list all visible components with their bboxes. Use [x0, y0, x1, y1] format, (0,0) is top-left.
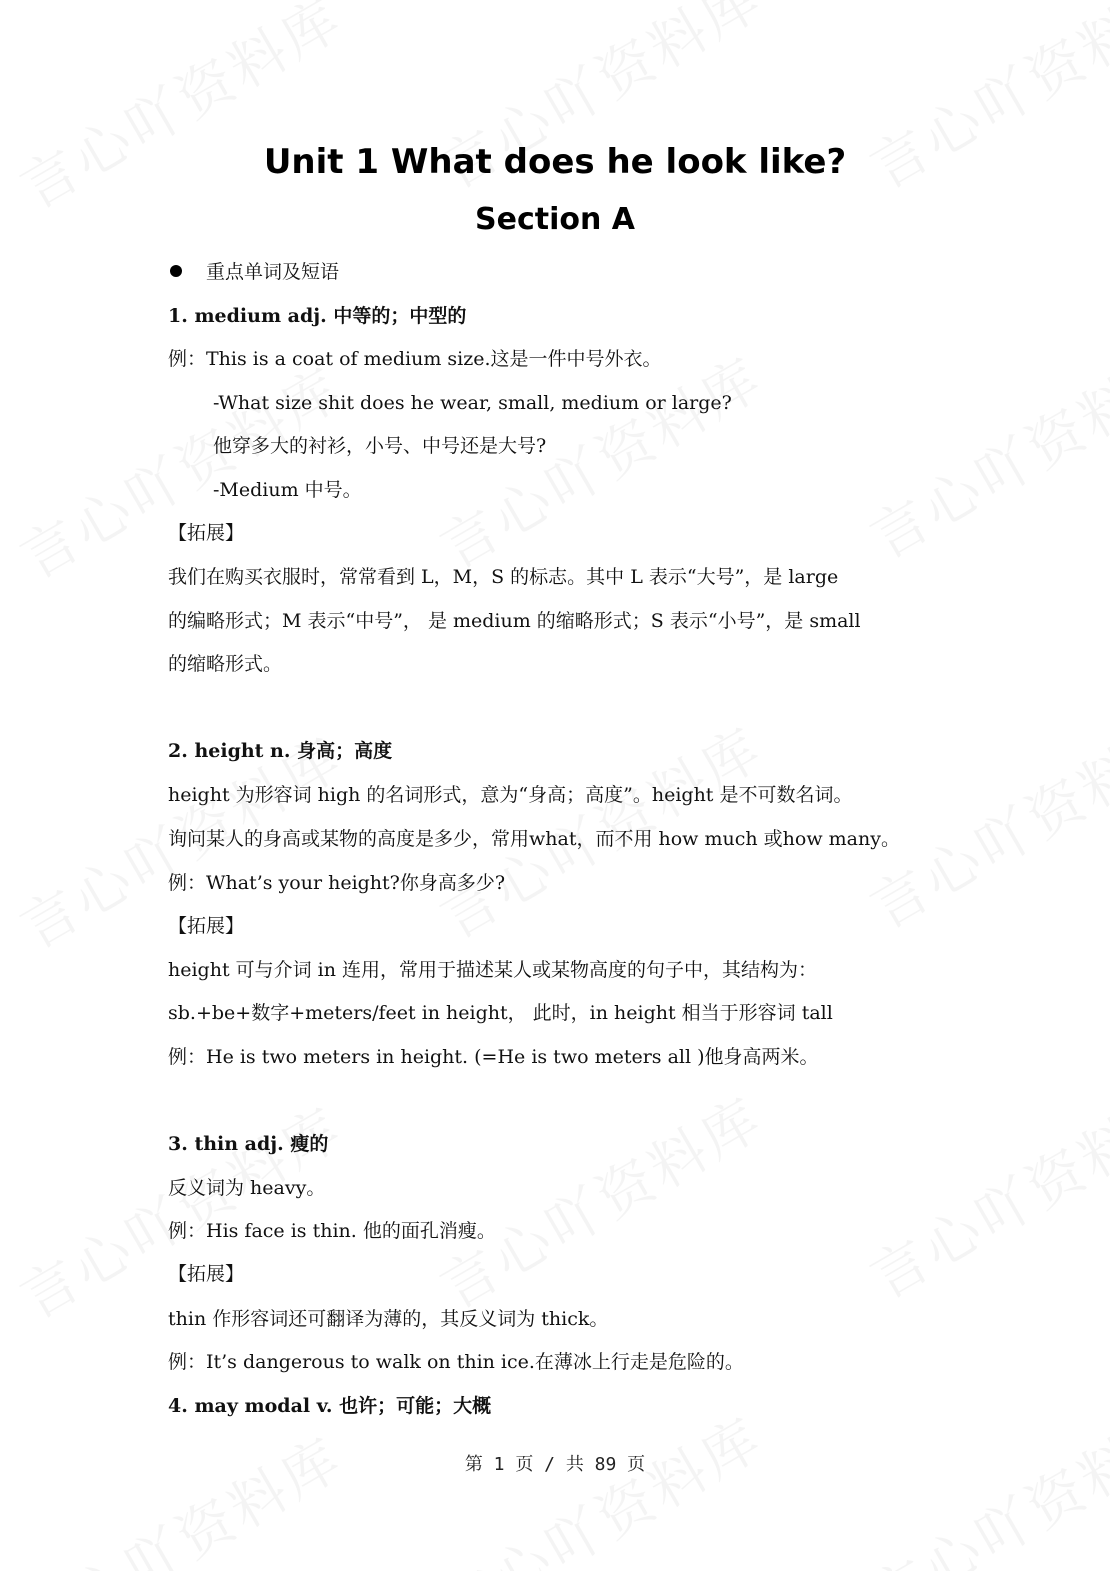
extension-label: 【拓展】: [168, 522, 245, 544]
page-footer: 第 1 页 / 共 89 页: [464, 1454, 646, 1475]
paragraph-line: 的编略形式；M 表示“中号”， 是 medium 的缩略形式；S 表示“小号”，是 small: [168, 610, 861, 632]
watermark: [854, 1065, 1110, 1314]
example-line: 他穿多大的衬衫，小号、中号还是大号?: [213, 435, 547, 457]
paragraph-line: 询问某人的身高或某物的高度是多少，常用what，而不用 how much 或how many。: [168, 828, 900, 850]
paragraph-line: height 可与介词 in 连用，常用于描述某人或某物高度的句子中，其结构为：: [168, 959, 818, 981]
watermark: [4, 1415, 356, 1571]
page-title: Unit 1 What does he look like?: [263, 142, 847, 182]
example-line: -Medium 中号。: [213, 479, 362, 501]
example-line: 例：What’s your height?你身高多少?: [168, 872, 506, 894]
watermark: [424, 1075, 776, 1324]
section-title: Section A: [475, 202, 635, 237]
extension-label: 【拓展】: [168, 915, 245, 937]
item-heading-height: 2. height n. 身高；高度: [168, 740, 393, 762]
paragraph-line: sb.+be+数字+meters/feet in height， 此时，in height 相当于形容词 tall: [168, 1002, 833, 1024]
paragraph-line: 我们在购买衣服时，常常看到 L，M，S 的标志。其中 L 表示“大号”，是 large: [168, 566, 839, 588]
example-line: 例：His face is thin. 他的面孔消瘦。: [168, 1220, 496, 1242]
example-line: -What size shit does he wear, small, medium or large?: [213, 392, 732, 414]
watermark: [854, 325, 1110, 574]
section-heading-label: 重点单词及短语: [206, 261, 340, 283]
item-heading-medium: 1. medium adj. 中等的；中型的: [168, 305, 467, 327]
extension-label: 【拓展】: [168, 1263, 245, 1285]
paragraph-line: height 为形容词 high 的名词形式，意为“身高；高度”。height 是不可数名词。: [168, 784, 853, 806]
example-line: 例：He is two meters in height. (=He is two meters all )他身高两米。: [168, 1046, 819, 1068]
watermark: [4, 345, 356, 594]
item-heading-may: 4. may modal v. 也许；可能；大概: [168, 1395, 492, 1417]
watermark: [4, 0, 356, 225]
section-heading: [170, 258, 339, 286]
example-line: 例：It’s dangerous to walk on thin ice.在薄冰上行走是危险的。: [168, 1351, 744, 1373]
watermark: [854, 1385, 1110, 1571]
watermark: [4, 1085, 356, 1334]
bullet-icon: [170, 265, 182, 277]
paragraph-line: 的缩略形式。: [168, 653, 283, 675]
paragraph-line: 反义词为 heavy。: [168, 1177, 326, 1199]
paragraph-line: thin 作形容词还可翻译为薄的，其反义词为 thick。: [168, 1308, 609, 1330]
watermark: [854, 695, 1110, 944]
example-line: 例：This is a coat of medium size.这是一件中号外衣。: [168, 348, 662, 370]
watermark: [424, 1395, 776, 1571]
item-heading-thin: 3. thin adj. 瘦的: [168, 1133, 329, 1155]
